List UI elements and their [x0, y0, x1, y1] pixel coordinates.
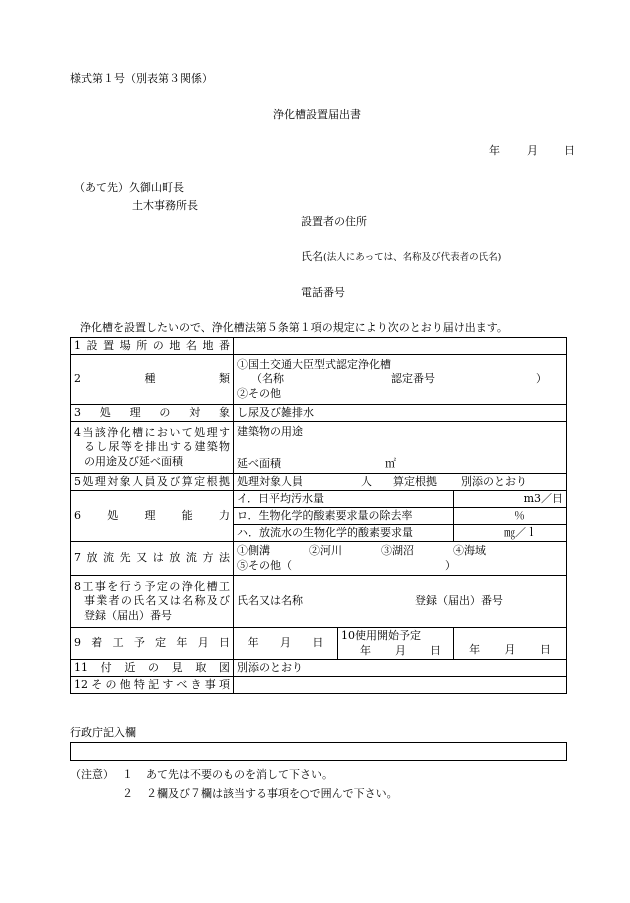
capacity-c-label: ハ．放流水の生物化学的酸素要求量: [234, 525, 454, 542]
start-month: 月: [279, 636, 291, 650]
use-year: 年: [469, 642, 481, 656]
value-type[interactable]: [234, 355, 567, 405]
intro-text: 浄化槽を設置したいので、浄化槽法第５条第１項の規定により次のとおり届け出ます。: [80, 321, 508, 334]
row-target: [71, 405, 567, 422]
row-persons: [71, 474, 567, 491]
building-use-label: 建築物の用途: [237, 425, 303, 438]
admin-box[interactable]: [70, 742, 567, 761]
value-target: し尿及び雑排水: [234, 405, 567, 422]
date-month: 月: [527, 144, 538, 157]
value-persons[interactable]: [234, 474, 567, 491]
basis-value: 別添のとおり: [461, 474, 527, 488]
applicant-phone-label: 電話番号: [301, 286, 345, 299]
row-other: [71, 677, 567, 694]
use-label-year: 年: [360, 643, 371, 657]
discharge-opt4[interactable]: ④海域: [453, 544, 486, 557]
applicant-name: [301, 250, 501, 263]
label-building-line1: 4当該浄化槽において処理す: [74, 425, 230, 439]
discharge-opt1[interactable]: ①側溝: [237, 544, 270, 557]
row-building: [71, 422, 567, 474]
value-discharge[interactable]: [234, 542, 567, 576]
notes-head: （注意）: [70, 768, 114, 781]
use-start-cell: [338, 628, 454, 660]
building-area-label: 延べ面積: [237, 457, 281, 470]
label-start-date: 9着工予定年月日: [71, 628, 234, 660]
note-2-number: ２: [122, 787, 133, 800]
label-other: 12その他特記すべき事項: [71, 677, 234, 694]
value-location[interactable]: [234, 338, 567, 355]
label-building-line2: るし尿等を排出する建築物: [84, 440, 230, 454]
note-2-text: ２欄及び７欄は該当する事項を○で囲んで下さい。: [146, 787, 398, 800]
notes: [70, 765, 398, 803]
label-discharge: 7放流先又は放流方法: [71, 542, 234, 576]
row-type: [71, 355, 567, 405]
value-start-date[interactable]: [234, 628, 338, 660]
label-persons: 5処理対象人員及び算定根拠: [71, 474, 234, 491]
capacity-a-unit[interactable]: m3／日: [454, 491, 567, 508]
capacity-b-label: ロ．生物化学的酸素要求量の除去率: [234, 508, 454, 525]
form-title: 浄化槽設置届出書: [273, 108, 361, 121]
applicant-name-label: 氏名: [301, 250, 323, 263]
capacity-b-unit[interactable]: ％: [454, 508, 567, 525]
basis-label: 算定根拠: [393, 474, 437, 488]
contractor-name-label: 氏名又は名称: [237, 594, 303, 608]
persons-label: 処理対象人員: [237, 474, 303, 488]
date-year: 年: [489, 144, 500, 157]
building-area-unit: ㎡: [385, 457, 396, 470]
label-contractor-line3: 登録（届出）番号: [84, 608, 172, 622]
value-map: 別添のとおり: [234, 660, 567, 677]
label-capacity: 6処理能力: [71, 491, 234, 542]
value-contractor[interactable]: [234, 576, 567, 628]
use-start-label: 10使用開始予定: [341, 629, 421, 642]
label-location: 1設置場所の地名地番: [71, 338, 234, 355]
label-building-line3: の用途及び延べ面積: [84, 454, 183, 468]
value-use-start[interactable]: [454, 628, 567, 660]
contractor-reg-label: 登録（届出）番号: [415, 594, 503, 608]
start-day: 日: [312, 636, 324, 650]
row-discharge: [71, 542, 567, 576]
label-building: [71, 422, 234, 474]
start-year: 年: [247, 636, 259, 650]
note-1-text: あて先は不要のものを消して下さい。: [146, 768, 333, 781]
applicant-name-note: (法人にあっては、名称及び代表者の氏名): [323, 252, 502, 263]
type-cert-label: 認定番号: [391, 372, 435, 386]
type-option-2[interactable]: ②その他: [237, 386, 281, 400]
addressee-office: 土木事務所長: [132, 199, 198, 212]
note-1-number: １: [122, 768, 133, 781]
label-type: 2種類: [71, 355, 234, 405]
persons-unit: 人: [361, 474, 372, 488]
discharge-opt5-close: ）: [445, 558, 456, 572]
row-map: [71, 660, 567, 677]
capacity-a-label: イ．日平均汚水量: [234, 491, 454, 508]
value-building[interactable]: [234, 422, 567, 474]
discharge-opt2[interactable]: ②河川: [309, 544, 342, 557]
row-capacity-a: [71, 491, 567, 508]
label-target: 3処理の対象: [71, 405, 234, 422]
form-number: 様式第１号（別表第３関係）: [70, 72, 213, 85]
use-month: 月: [504, 642, 516, 656]
row-location: [71, 338, 567, 355]
use-label-month: 月: [395, 643, 406, 657]
label-contractor-line2: 事業者の氏名又は名称及び: [84, 594, 230, 608]
label-contractor-line1: 8工事を行う予定の浄化槽工: [74, 579, 230, 593]
notification-table: [70, 337, 567, 694]
label-map: 11付近の見取図: [71, 660, 234, 677]
capacity-c-unit[interactable]: ㎎／ｌ: [454, 525, 567, 542]
value-other[interactable]: [234, 677, 567, 694]
type-option-1[interactable]: ①国土交通大臣型式認定浄化槽: [237, 357, 391, 371]
applicant-address-label: 設置者の住所: [301, 215, 367, 228]
type-close: ）: [536, 372, 547, 386]
admin-label: 行政庁記入欄: [70, 726, 136, 739]
date-day: 日: [564, 144, 575, 157]
use-label-day: 日: [430, 643, 441, 657]
row-dates: [71, 628, 567, 660]
row-contractor: [71, 576, 567, 628]
label-contractor: [71, 576, 234, 628]
discharge-opt3[interactable]: ③湖沼: [381, 544, 414, 557]
type-name-open: （名称: [251, 372, 284, 386]
use-day: 日: [539, 642, 551, 656]
addressee-mayor: （あて先）久御山町長: [74, 181, 184, 194]
discharge-opt5[interactable]: ⑤その他（: [237, 558, 292, 572]
